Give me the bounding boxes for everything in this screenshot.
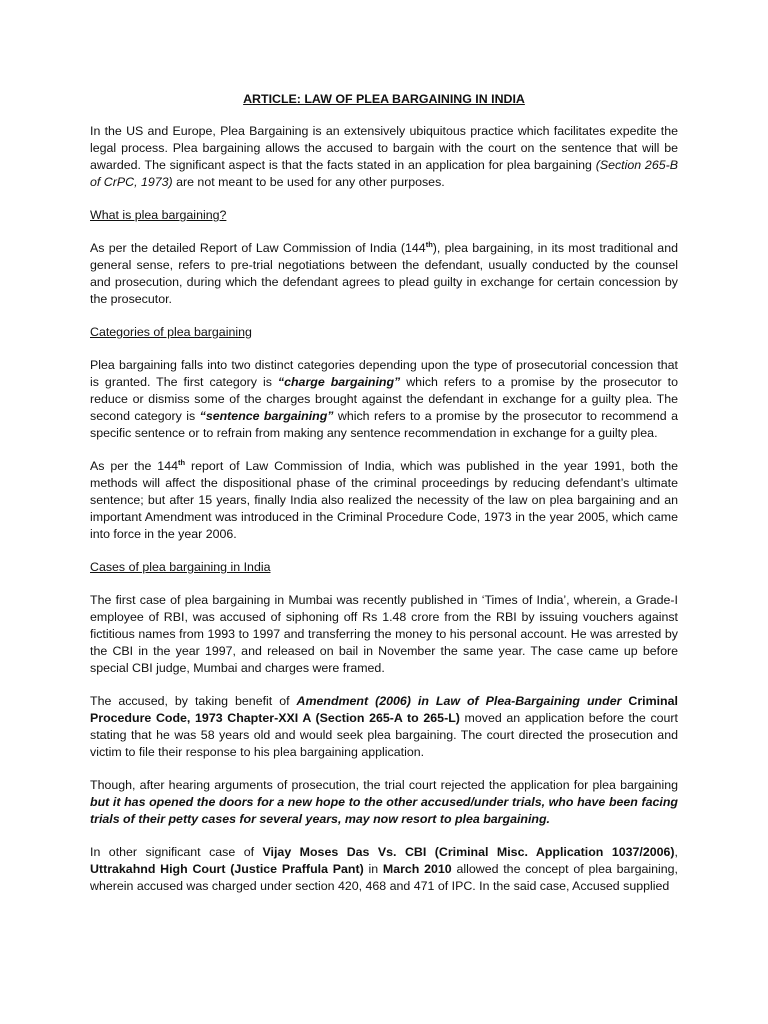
amendment-paragraph bbox=[90, 693, 678, 761]
heading-what-is: What is plea bargaining? bbox=[90, 208, 227, 222]
trial-court-emphasis: but it has opened the doors for a new hope to the other accused/under trials, who have been facing trials of their petty cases for several years, may now resort to plea bargaining. bbox=[90, 795, 678, 826]
vijay-moses-paragraph bbox=[90, 844, 678, 895]
what-is-paragraph bbox=[90, 240, 678, 308]
decision-date: March 2010 bbox=[382, 862, 452, 876]
amendment-text-end: moved an application before the court stating that he was 58 years old and would seek plea bargaining. The court directed the prosecution and victim to file their response to his plea bargaining application. bbox=[90, 711, 678, 759]
report-text-end: report of Law Commission of India, which was published in the year 1991, both the methods will affect the dispositional phase of the criminal proceedings by reducing defendant’s ultimate sentence; but after 15 years, finally India also realized the necessity of the law on plea bargaining and an important Amendment was introduced in the Criminal Procedure Code, 1973 in the year 2005, which came into force in the year 2006. bbox=[90, 459, 678, 541]
categories-text-mid: which refers to a promise by the prosecutor to reduce or dismiss some of the charges brought against the defendant in exchange for a guilty plea. The second category is bbox=[90, 375, 678, 423]
court-name: Uttrakahnd High Court (Justice Praffula Pant) bbox=[90, 862, 364, 876]
intro-text: In the US and Europe, Plea Bargaining is an extensively ubiquitous practice which facilitates expedite the legal process. Plea bargaining allows the accused to bargain with the court on the sentence that will be awarded. The significant aspect is that the facts stated in an application for plea bargaining bbox=[90, 124, 678, 172]
heading-cases: Cases of plea bargaining in India bbox=[90, 560, 271, 574]
categories-paragraph bbox=[90, 357, 678, 442]
vijay-text-end: allowed the concept of plea bargaining, wherein accused was charged under section 420, 468 and 471 of IPC. In the said case, Accused supplied bbox=[90, 862, 678, 893]
amendment-text: The accused, by taking benefit of bbox=[90, 694, 297, 708]
amendment-name: Amendment (2006) in Law of Plea-Bargaining bbox=[296, 694, 580, 708]
mumbai-case-paragraph: The first case of plea bargaining in Mumbai was recently published in ‘Times of India’, wherein, a Grade-I employee of RBI, was accused of siphoning off Rs 1.48 crore from the RBI by issuing vouchers against fictitious names from 1993 to 1997 and transferring the money to his personal account. He was arrested by the CBI in the year 1997, and released on bail in November the same year. The case came up before special CBI judge, Mumbai and charges were framed. bbox=[90, 593, 678, 675]
document-page bbox=[90, 91, 678, 911]
what-is-text-end: ), plea bargaining, in its most traditional and general sense, refers to pre-trial negotiations between the defendant, usually conducted by the counsel and prosecution, during which the defendant agrees to plead guilty in exchange for certain concession by the prosecutor. bbox=[90, 241, 678, 306]
ordinal-superscript: th bbox=[425, 239, 433, 249]
case-citation: Vijay Moses Das Vs. CBI (Criminal Misc. Application 1037/2006) bbox=[262, 845, 675, 859]
intro-text-end: are not meant to be used for any other purposes. bbox=[172, 175, 445, 189]
heading-categories: Categories of plea bargaining bbox=[90, 325, 252, 339]
term-sentence-bargaining: “sentence bargaining” bbox=[199, 409, 334, 423]
amendment-under: under bbox=[580, 694, 622, 708]
trial-court-paragraph bbox=[90, 777, 678, 828]
article-title: ARTICLE: LAW OF PLEA BARGAINING IN INDIA bbox=[243, 92, 525, 106]
vijay-separator: , bbox=[674, 845, 678, 859]
vijay-text: In other significant case of bbox=[90, 845, 263, 859]
intro-paragraph bbox=[90, 123, 678, 191]
commission-report-paragraph bbox=[90, 458, 678, 543]
categories-text-end: which refers to a promise by the prosecutor to recommend a specific sentence or to refrain from making any sentence recommendation in exchange for a guilty plea. bbox=[90, 409, 678, 440]
report-text: As per the 144 bbox=[90, 459, 178, 473]
criminal-code-reference: Criminal Procedure Code, 1973 Chapter-XXI A (Section 265-A to 265-L) bbox=[90, 694, 678, 725]
trial-court-text: Though, after hearing arguments of prosecution, the trial court rejected the application for plea bargaining bbox=[90, 778, 678, 792]
categories-text: Plea bargaining falls into two distinct categories depending upon the type of prosecutorial concession that is granted. The first category is bbox=[90, 358, 678, 389]
ordinal-superscript: th bbox=[177, 457, 186, 467]
term-charge-bargaining: “charge bargaining” bbox=[277, 375, 401, 389]
intro-citation: (Section 265-B of CrPC, 1973) bbox=[90, 158, 678, 189]
vijay-in: in bbox=[363, 862, 383, 876]
what-is-text: As per the detailed Report of Law Commission of India (144 bbox=[90, 241, 426, 255]
